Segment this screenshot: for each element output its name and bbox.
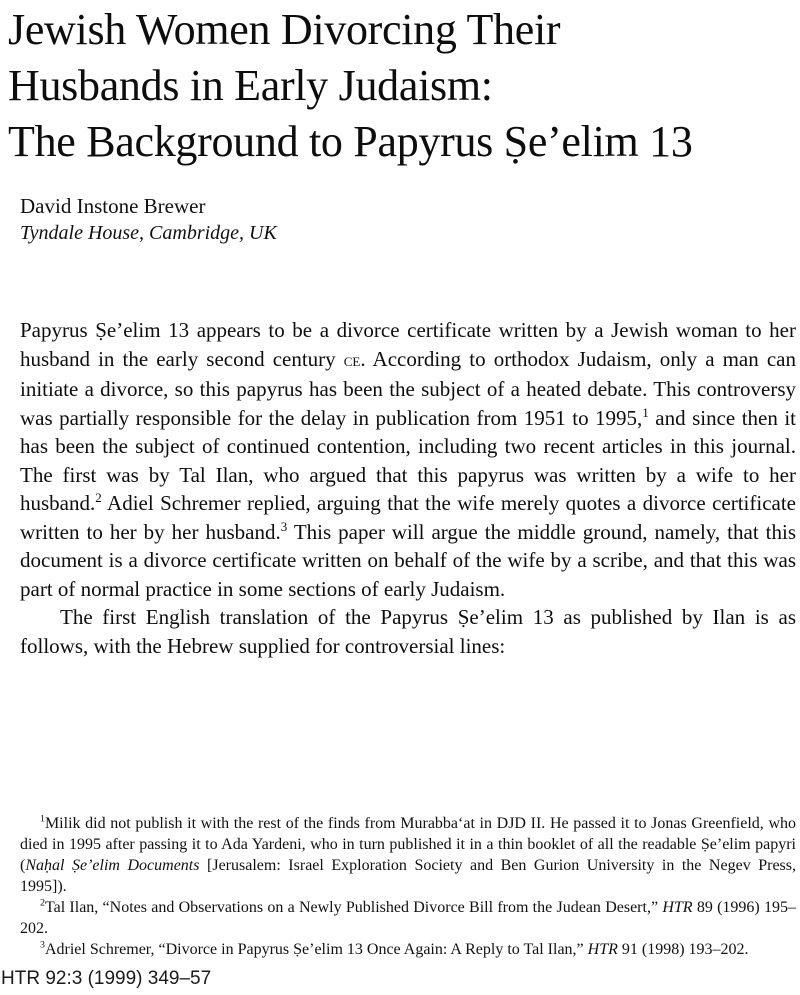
article-title <box>8 2 798 170</box>
footnote-3-text-a: Adriel Schremer, “Divorce in Papyrus Ṣe’elim 13 Once Again: A Reply to Tal Ilan,” <box>44 941 588 958</box>
footnote-ref-3[interactable]: 3 <box>280 518 288 534</box>
footnote-2-number: 2 <box>40 897 45 909</box>
author-name: David Instone Brewer <box>20 194 206 218</box>
footnote-2-text-b: 89 (1996) 195–202. <box>20 899 797 937</box>
footnote-1-text-a: Milik did not publish it with the rest of the finds from Murabba‘at in DJD II. He passed it to Jonas Greenfield, who died in 1995 after passing it to Ada Yardeni, who in turn published it in a thin booklet of all the readable Ṣe’elim papyri ( <box>20 815 796 874</box>
footnote-2-text-a: Tal Ilan, “Notes and Observations on a Newly Published Divorce Bill from the Judean Desert,” <box>44 899 663 916</box>
footnote-3 <box>20 939 796 960</box>
p1-segment-c: and since then it has been the subject of continued contention, including two recent articles in this journal. The first was by Tal Ilan, who argued that this papyrus was written by a wife to her husband. <box>20 405 796 515</box>
footnote-2 <box>20 897 796 939</box>
p1-segment-a: Papyrus Ṣe’elim 13 appears to be a divorce certificate written by a Jewish woman to her husband in the early second century <box>20 318 796 371</box>
footnote-1-italic: Naḥal Ṣe’elim Documents <box>25 857 200 874</box>
p1-segment-d: Adiel Schremer replied, arguing that the wife merely quotes a divorce certificate written to her by her husband. <box>20 491 796 544</box>
p1-segment-b: . According to orthodox Judaism, only a man can initiate a divorce, so this papyrus has been the subject of a heated debate. This controversy was partially responsible for the delay in publication from 1951 to 1995, <box>20 346 796 430</box>
footnote-3-italic: HTR <box>587 941 618 958</box>
title-line-3: The Background to Papyrus Ṣe’elim 13 <box>8 117 693 166</box>
journal-citation: HTR 92:3 (1999) 349–57 <box>1 968 212 989</box>
footnote-1-text-b: [Jerusalem: Israel Exploration Society and Ben Gurion University in the Negev Press, 1995]). <box>20 857 797 895</box>
footnote-1-number: 1 <box>40 813 45 825</box>
paragraph-2: The first English translation of the Papyrus Ṣe’elim 13 as published by Ilan is as follows, with the Hebrew supplied for controversial lines: <box>20 605 796 658</box>
era-abbreviation: ce <box>343 349 361 371</box>
author-affiliation: Tyndale House, Cambridge, UK <box>20 222 277 244</box>
footnotes <box>20 813 796 960</box>
footnote-ref-1[interactable]: 1 <box>642 404 649 420</box>
footnote-ref-2[interactable]: 2 <box>95 490 102 505</box>
footnote-3-text-b: 91 (1998) 193–202. <box>617 941 749 958</box>
footnote-2-italic: HTR <box>662 899 693 916</box>
footnote-1 <box>20 813 796 897</box>
footnote-3-number: 3 <box>40 939 45 951</box>
p1-segment-e: This paper will argue the middle ground, namely, that this document is a divorce certificate written on behalf of the wife by a scribe, and that this was part of normal practice in some sections of early Judaism. <box>20 519 796 601</box>
paragraph-1 <box>20 316 796 603</box>
body-text <box>20 316 796 660</box>
title-line-1: Jewish Women Divorcing Their <box>8 5 561 54</box>
title-line-2: Husbands in Early Judaism: <box>8 61 493 110</box>
